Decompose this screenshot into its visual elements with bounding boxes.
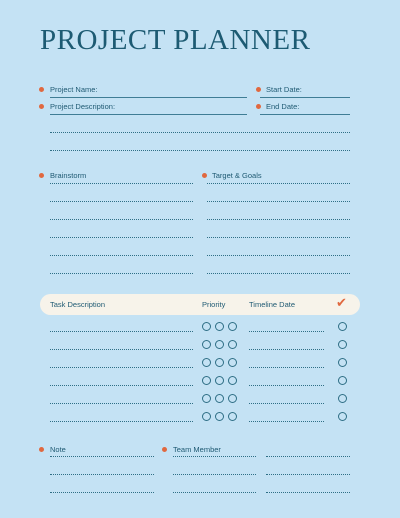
team-member-line[interactable] xyxy=(266,456,350,457)
bullet-dot-icon xyxy=(202,173,207,178)
timeline-date-line[interactable] xyxy=(249,331,324,332)
priority-circle[interactable] xyxy=(228,394,237,403)
timeline-date-line[interactable] xyxy=(249,421,324,422)
goals-line[interactable] xyxy=(207,255,350,256)
priority-circle[interactable] xyxy=(228,412,237,421)
bullet-dot-icon xyxy=(162,447,167,452)
bullet-dot-icon xyxy=(39,104,44,109)
task-description-header: Task Description xyxy=(50,300,106,309)
timeline-date-line[interactable] xyxy=(249,367,324,368)
goals-line[interactable] xyxy=(207,237,350,238)
page-title: PROJECT PLANNER xyxy=(40,24,311,56)
end-date-label: End Date: xyxy=(266,102,300,111)
done-checkbox[interactable] xyxy=(338,358,347,367)
task-description-line[interactable] xyxy=(50,403,193,404)
priority-circle[interactable] xyxy=(215,394,224,403)
brainstorm-line[interactable] xyxy=(50,237,193,238)
project-name-label: Project Name: xyxy=(50,85,98,94)
note-line[interactable] xyxy=(50,492,154,493)
team-member-line[interactable] xyxy=(173,456,256,457)
goals-line[interactable] xyxy=(207,219,350,220)
note-label: Note xyxy=(50,445,66,454)
priority-circle[interactable] xyxy=(228,358,237,367)
bullet-dot-icon xyxy=(256,87,261,92)
priority-circle[interactable] xyxy=(215,322,224,331)
timeline-date-header: Timeline Date xyxy=(249,300,295,309)
priority-circle[interactable] xyxy=(202,394,211,403)
brainstorm-line[interactable] xyxy=(50,255,193,256)
done-checkbox[interactable] xyxy=(338,394,347,403)
task-description-line[interactable] xyxy=(50,385,193,386)
team-member-line[interactable] xyxy=(173,474,256,475)
priority-circle[interactable] xyxy=(228,322,237,331)
team-member-line[interactable] xyxy=(266,492,350,493)
priority-circle[interactable] xyxy=(202,340,211,349)
checkmark-icon: ✔ xyxy=(336,296,347,311)
goals-line[interactable] xyxy=(207,273,350,274)
start-date-field[interactable] xyxy=(260,97,350,98)
timeline-date-line[interactable] xyxy=(249,349,324,350)
priority-circle[interactable] xyxy=(202,412,211,421)
priority-circle[interactable] xyxy=(215,340,224,349)
goals-line[interactable] xyxy=(207,201,350,202)
brainstorm-line[interactable] xyxy=(50,183,193,184)
start-date-label: Start Date: xyxy=(266,85,302,94)
bullet-dot-icon xyxy=(39,87,44,92)
timeline-date-line[interactable] xyxy=(249,385,324,386)
priority-circle[interactable] xyxy=(228,376,237,385)
priority-circle[interactable] xyxy=(215,358,224,367)
priority-header: Priority xyxy=(202,300,226,309)
project-description-label: Project Description: xyxy=(50,102,116,111)
goals-line[interactable] xyxy=(207,183,350,184)
brainstorm-label: Brainstorm xyxy=(50,171,87,180)
description-line[interactable] xyxy=(50,132,350,133)
priority-circle[interactable] xyxy=(202,358,211,367)
done-checkbox[interactable] xyxy=(338,412,347,421)
note-line[interactable] xyxy=(50,456,154,457)
priority-circle[interactable] xyxy=(215,376,224,385)
priority-circle[interactable] xyxy=(215,412,224,421)
bullet-dot-icon xyxy=(256,104,261,109)
end-date-field[interactable] xyxy=(260,114,350,115)
timeline-date-line[interactable] xyxy=(249,403,324,404)
bullet-dot-icon xyxy=(39,447,44,452)
priority-circle[interactable] xyxy=(202,322,211,331)
task-description-line[interactable] xyxy=(50,331,193,332)
priority-circle[interactable] xyxy=(228,340,237,349)
team-member-line[interactable] xyxy=(266,474,350,475)
team-member-label: Team Member xyxy=(173,445,221,454)
done-checkbox[interactable] xyxy=(338,376,347,385)
target-goals-label: Target & Goals xyxy=(212,171,262,180)
note-line[interactable] xyxy=(50,474,154,475)
done-checkbox[interactable] xyxy=(338,322,347,331)
task-description-line[interactable] xyxy=(50,367,193,368)
description-line[interactable] xyxy=(50,150,350,151)
bullet-dot-icon xyxy=(39,173,44,178)
brainstorm-line[interactable] xyxy=(50,273,193,274)
task-description-line[interactable] xyxy=(50,349,193,350)
project-description-field[interactable] xyxy=(50,114,247,115)
team-member-line[interactable] xyxy=(173,492,256,493)
brainstorm-line[interactable] xyxy=(50,219,193,220)
task-description-line[interactable] xyxy=(50,421,193,422)
project-name-field[interactable] xyxy=(50,97,247,98)
priority-circle[interactable] xyxy=(202,376,211,385)
brainstorm-line[interactable] xyxy=(50,201,193,202)
done-checkbox[interactable] xyxy=(338,340,347,349)
